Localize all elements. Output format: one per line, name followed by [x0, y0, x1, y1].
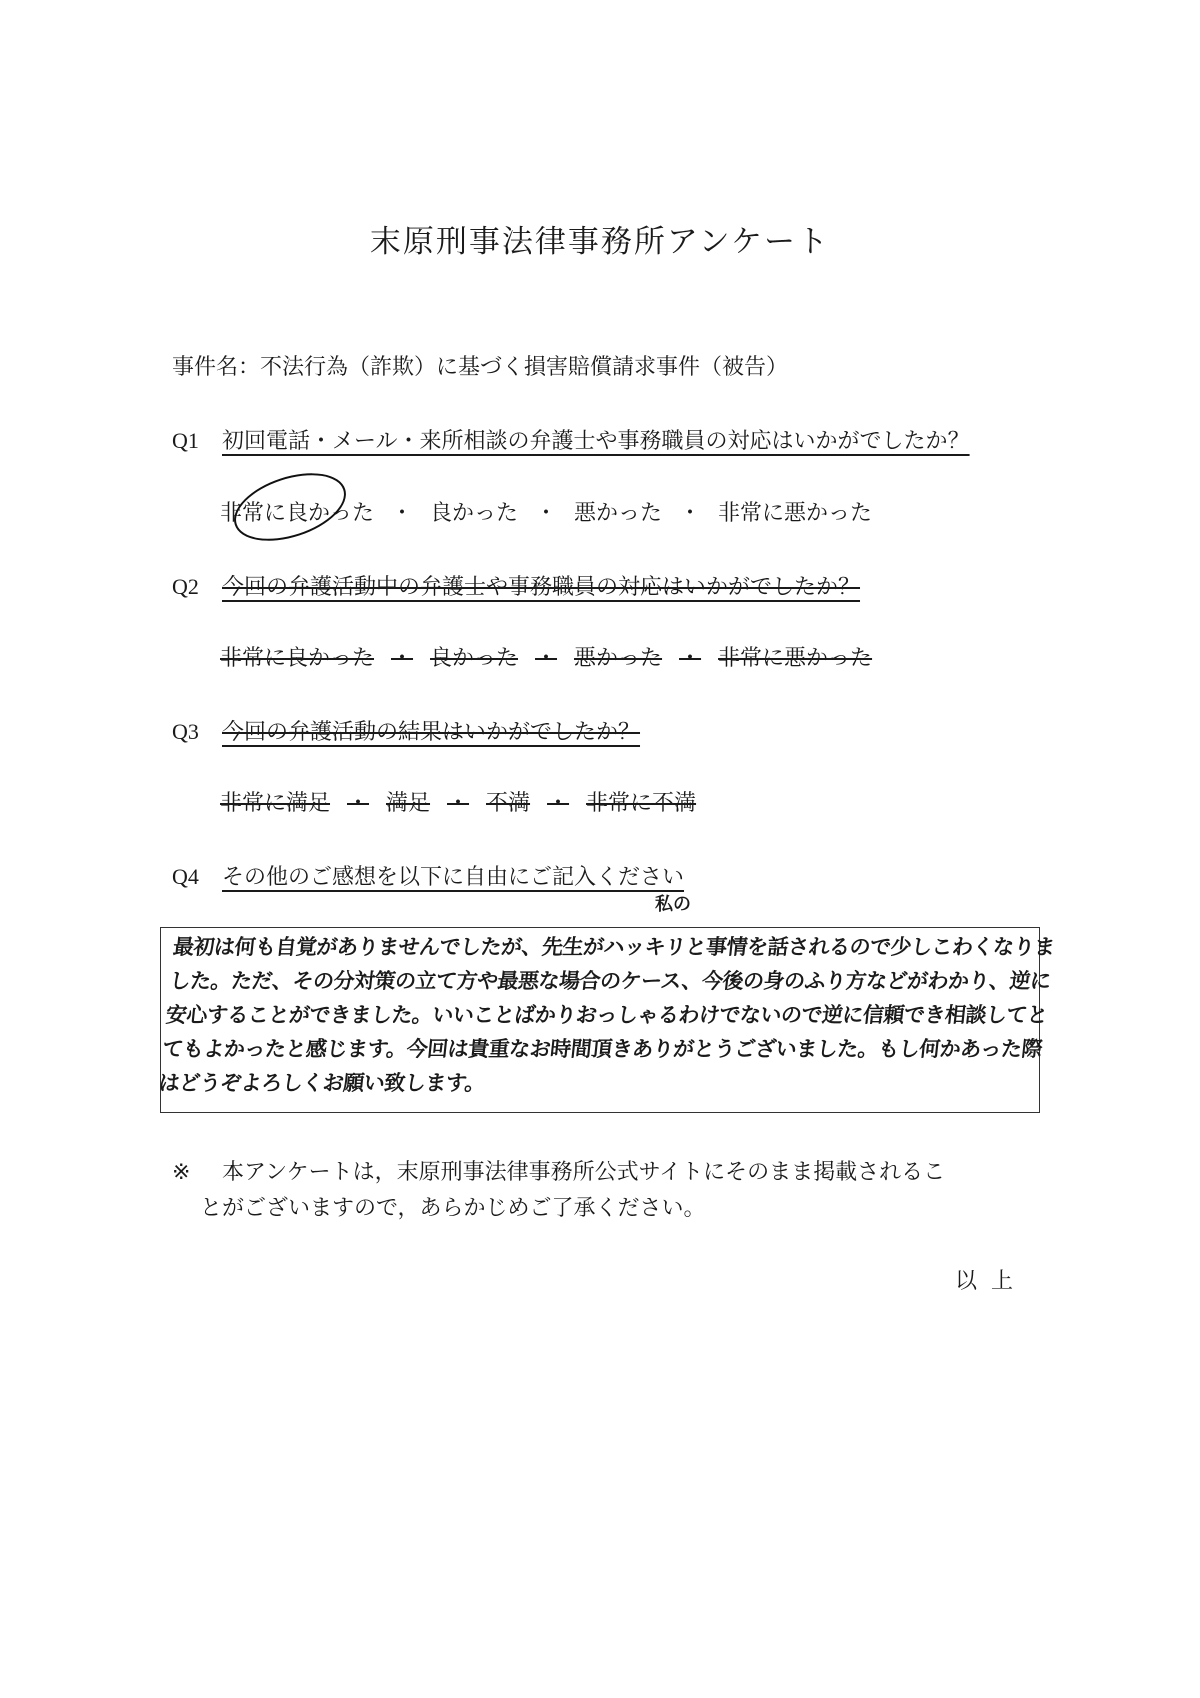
handwritten-insert: 私の — [655, 894, 691, 915]
option-very-satisfied[interactable]: 非常に満足 — [220, 791, 331, 816]
question-q2 — [172, 570, 860, 601]
case-name: 事件名：不法行為（詐欺）に基づく損害賠償請求事件（被告） — [172, 355, 789, 380]
separator: ・ — [535, 501, 558, 526]
question-number: Q2 — [172, 574, 199, 599]
note-line1: 本アンケートは，末原刑事法律事務所公式サイトにそのまま掲載されるこ — [222, 1160, 946, 1185]
option-very-dissatisfied[interactable]: 非常に不満 — [586, 791, 697, 816]
question-number: Q3 — [172, 719, 199, 744]
separator: ・ — [391, 646, 414, 671]
note-mark: ※ — [172, 1160, 191, 1185]
closing-mark: 以上 — [955, 1269, 1028, 1294]
selection-circle — [226, 461, 355, 554]
disclaimer-note — [172, 1155, 1022, 1227]
handwritten-comment: 最初は何も自覚がありませんでしたが、先生がハッキリと事情を話されるので少しこわくなりました。ただ、その分対策の立て方や最悪な場合のケース、今後の身のふり方などがわかり、逆に安心することができました。いいことばかりおっしゃるわけでないので逆に信頼でき相談してとてもよかったと感じます。今回は貴重なお時間頂きありがとうございました。もし何かあった際はどうぞよろしくお願い致します。 — [157, 935, 1056, 1095]
question-q3 — [172, 715, 640, 746]
option-good[interactable]: 良かった — [430, 646, 519, 671]
question-text: 今回の弁護活動の結果はいかがでしたか？ — [222, 720, 641, 745]
option-very-good[interactable]: 非常に良かった — [220, 646, 375, 671]
survey-title: 末原刑事法律事務所アンケート — [369, 224, 831, 260]
question-text: その他のご感想を以下に自由にご記入ください — [222, 865, 685, 890]
separator: ・ — [447, 791, 470, 816]
q3-options — [220, 786, 696, 817]
question-q4 — [172, 860, 684, 891]
question-number: Q4 — [172, 864, 199, 889]
option-bad[interactable]: 悪かった — [574, 646, 663, 671]
separator: ・ — [347, 791, 370, 816]
separator: ・ — [391, 501, 414, 526]
option-good[interactable]: 良かった — [430, 501, 519, 526]
q2-options — [220, 641, 872, 672]
option-dissatisfied[interactable]: 不満 — [486, 791, 531, 816]
separator: ・ — [679, 646, 702, 671]
question-text: 今回の弁護活動中の弁護士や事務職員の対応はいかがでしたか？ — [222, 575, 861, 600]
separator: ・ — [679, 501, 702, 526]
option-very-good[interactable]: 非常に良かった — [220, 501, 375, 526]
option-satisfied[interactable]: 満足 — [386, 791, 431, 816]
question-q1 — [172, 424, 970, 455]
note-line2: とがございますので，あらかじめご了承ください。 — [200, 1196, 706, 1221]
separator: ・ — [547, 791, 570, 816]
option-very-bad[interactable]: 非常に悪かった — [718, 501, 873, 526]
question-number: Q1 — [172, 428, 199, 453]
question-text: 初回電話・メール・来所相談の弁護士や事務職員の対応はいかがでしたか？ — [222, 429, 970, 454]
separator: ・ — [535, 646, 558, 671]
option-bad[interactable]: 悪かった — [574, 501, 663, 526]
option-very-bad[interactable]: 非常に悪かった — [718, 646, 873, 671]
